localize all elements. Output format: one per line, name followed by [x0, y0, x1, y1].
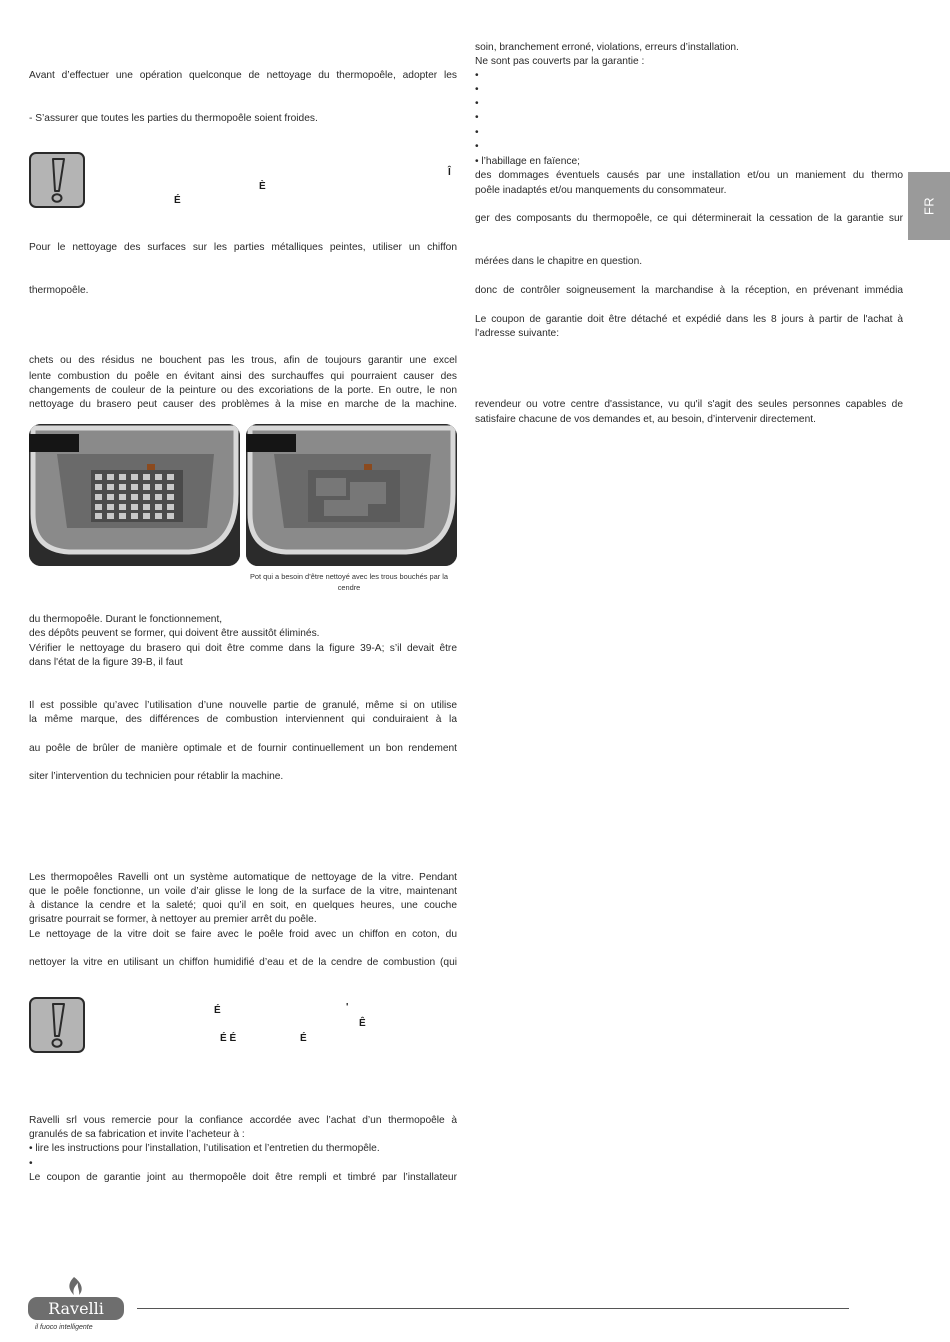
faience-item: • l’habillage en faïence; [475, 156, 580, 167]
brazier-line: nettoyage du brasero peut causer des problèmes à la mise en marche de la machine. [29, 399, 457, 410]
warning-icon [29, 997, 85, 1053]
brazier-line: lente combustion du poêle en évitant ainsi des surchauffes qui pourraient causer des [29, 371, 457, 382]
bullet-item: • [475, 127, 479, 138]
warranty-line: granulés de sa fabrication et invite l’acheteur à : [29, 1129, 245, 1140]
damages-line: des dommages éventuels causés par une installation et/ou un maniement du thermo [475, 170, 903, 181]
logo-tagline: il fuoco intelligente [35, 1324, 93, 1331]
warranty-line: • [29, 1158, 33, 1169]
glass-line: à distance la cendre et la saleté; quoi qu’il en soit, en quelques heures, une couche [29, 900, 457, 911]
operation-line: du thermopoêle. Durant le fonctionnement, [29, 614, 223, 625]
operation-line: dans l'état de la figure 39-B, il faut [29, 657, 183, 668]
brazier-photo-clogged [246, 424, 457, 566]
language-tab[interactable] [908, 172, 950, 240]
figure-caption: Pot qui a besoin d’être nettoyé avec les trous bouchés par la cendre [249, 572, 449, 592]
warning1-glyph-a: Î [448, 167, 451, 178]
brazier-line: changements de couleur de la peinture ou des excoriations de la porte. En outre, le non [29, 385, 457, 396]
glass-line: que le poêle fonctionne, un voile d’air glisse le long de la surface de la vitre, maintenant [29, 886, 457, 897]
right-top-line: soin, branchement erroné, violations, erreurs d’installation. [475, 42, 739, 53]
warning-icon [29, 152, 85, 208]
warning2-glyph-b: ' [346, 1002, 349, 1013]
warning1-glyph-c: É [174, 195, 181, 206]
warranty-line: Le coupon de garantie joint au thermopoêle doit être rempli et timbré par l’installateur [29, 1172, 457, 1183]
pellet-line: siter l’intervention du technicien pour rétablir la machine. [29, 771, 284, 782]
pellet-line: Il est possible qu’avec l’utilisation d’une nouvelle partie de granulé, même si on utilise [29, 700, 457, 711]
bullet-item: • [475, 84, 479, 95]
glass-line: Les thermopoêles Ravelli ont un système automatique de nettoyage de la vitre. Pendant [29, 872, 457, 883]
intro-text: Avant d’effectuer une opération quelconque de nettoyage du thermopoêle, adopter les [29, 70, 457, 81]
ravelli-logo [28, 1275, 128, 1333]
logo-brand: Ravelli [48, 1299, 104, 1318]
bullet-item: • [475, 70, 479, 81]
warning2-glyph-a: É [214, 1005, 221, 1016]
components-line: ger des composants du thermopoêle, ce qui déterminerait la cessation de la garantie sur [475, 213, 903, 224]
warranty-line: • lire les instructions pour l’installation, l’utilisation et l’entretien du thermopêle. [29, 1143, 380, 1154]
painted-surfaces-text: Pour le nettoyage des surfaces sur les parties métalliques peintes, utiliser un chiffon [29, 242, 457, 253]
listed-line: mérées dans le chapitre en question. [475, 256, 643, 267]
bullet-item: • [475, 141, 479, 152]
dealer-line: revendeur ou votre centre d'assistance, vu qu'il s'agit des seules personnes capables de [475, 399, 903, 410]
pellet-line: au poêle de brûler de manière optimale et de fournir continuellement un bon rendement [29, 743, 457, 754]
right-top-line: Ne sont pas couverts par la garantie : [475, 56, 645, 67]
warning2-glyph-c: Ê [359, 1018, 366, 1029]
warranty-line: Ravelli srl vous remercie pour la confiance accordée avec l’achat d’un thermopoêle à [29, 1115, 457, 1126]
language-tab-label: FR [921, 196, 937, 216]
glass-line: Le nettoyage de la vitre doit se faire avec le poêle froid avec un chiffon en coton, du [29, 929, 457, 940]
bullet-item: • [475, 98, 479, 109]
thermopoele-text: thermopoêle. [29, 285, 89, 296]
bullet-item: • [475, 112, 479, 123]
operation-line: des dépôts peuvent se former, qui doivent être aussitôt éliminés. [29, 628, 320, 639]
warning2-glyph-e: É [300, 1033, 307, 1044]
pellet-line: la même marque, des différences de combustion interviennent qui conduiraient à la [29, 714, 457, 725]
brazier-line: chets ou des résidus ne bouchent pas les trous, afin de toujours garantir une excel [29, 355, 457, 366]
step-cold-text: - S’assurer que toutes les parties du thermopoêle soient froides. [29, 113, 318, 124]
dealer-line: satisfaire chacune de vos demandes et, au besoin, d’intervenir directement. [475, 414, 816, 425]
coupon-line: Le coupon de garantie doit être détaché et expédié dans les 8 jours à partir de l'achat à [475, 314, 903, 325]
warning1-glyph-b: È [259, 181, 266, 192]
glass-line: nettoyer la vitre en utilisant un chiffon humidifié d’eau et de la cendre de combustion (qui [29, 957, 457, 968]
check-goods-line: donc de contrôler soigneusement la marchandise à la réception, en prévenant immédia [475, 285, 903, 296]
footer-divider [137, 1308, 849, 1309]
coupon-line: l'adresse suivante: [475, 328, 560, 339]
brazier-photo-clean [29, 424, 240, 566]
damages-line: poêle inadaptés et/ou manquements du consommateur. [475, 185, 727, 196]
warning2-glyph-d: É É [220, 1033, 237, 1044]
glass-line: grisatre pourrait se former, à nettoyer au premier arrêt du poêle. [29, 914, 317, 925]
operation-line: Vérifier le nettoyage du brasero qui doit être comme dans la figure 39-A; s’il devait être [29, 643, 457, 654]
